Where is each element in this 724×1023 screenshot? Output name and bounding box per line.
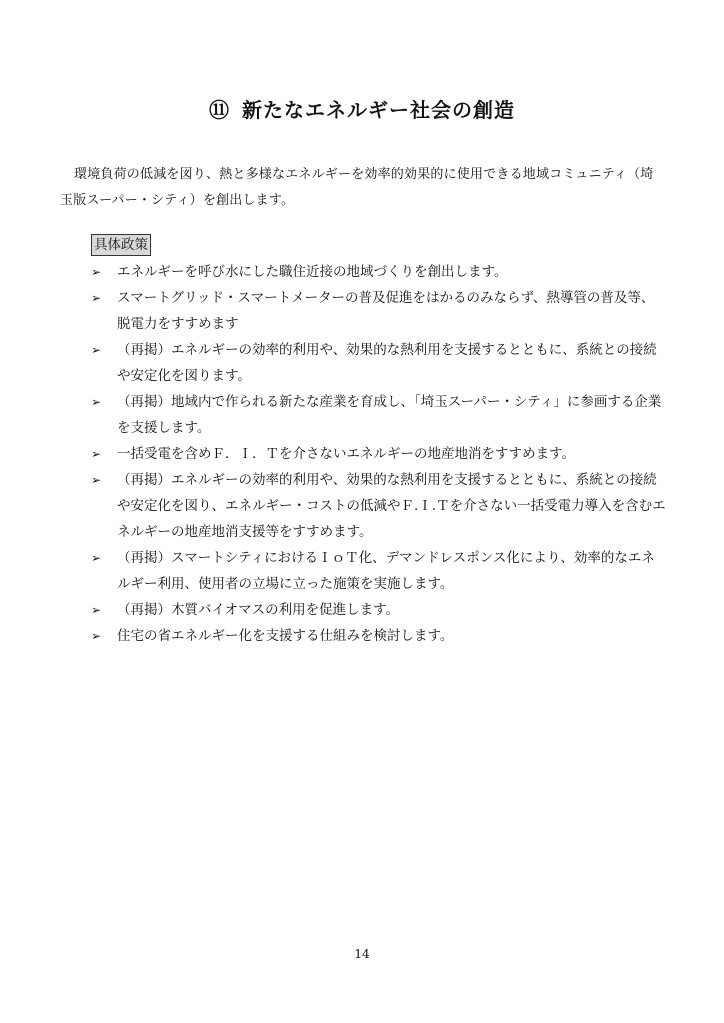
list-item-text: （再掲）地域内で作られる新たな産業を育成し、「埼玉スーパー・シティ」に参画する企業を支援します。: [117, 394, 662, 436]
list-item: [91, 597, 666, 623]
list-item: [91, 337, 666, 389]
list-item: [91, 285, 666, 337]
list-item: [91, 623, 666, 649]
list-item-text: 住宅の省エネルギー化を支援する仕組みを検討します。: [117, 628, 454, 644]
section-number: ⑪: [209, 98, 230, 122]
arrowhead-bullet-icon: ➢: [91, 343, 102, 357]
list-item: [91, 467, 666, 545]
policy-heading: 具体政策: [91, 234, 151, 256]
arrowhead-bullet-icon: ➢: [91, 551, 102, 565]
list-item-text: スマートグリッド・スマートメーターの普及促進をはかるのみならず、熱導管の普及等、脱電力をすすめます: [117, 290, 655, 332]
intro-paragraph: 環境負荷の低減を図り、熱と多様なエネルギーを効率的効果的に使用できる地域コミュニティ（埼玉版スーパー・シティ）を創出します。: [60, 167, 654, 208]
list-item: [91, 545, 666, 597]
list-item-text: 一括受電を含めＦ．Ｉ．Ｔを介さないエネルギーの地産地消をすすめます。: [117, 446, 576, 462]
arrowhead-bullet-icon: ➢: [91, 629, 102, 643]
list-item: [91, 259, 666, 285]
section-title: [0, 96, 724, 124]
arrowhead-bullet-icon: ➢: [91, 395, 102, 409]
list-item: [91, 389, 666, 441]
list-item-text: （再掲）木質バイオマスの利用を促進します。: [117, 602, 400, 618]
list-item: [91, 441, 666, 467]
page-number: 14: [354, 947, 370, 961]
arrowhead-bullet-icon: ➢: [91, 603, 102, 617]
list-item-text: エネルギーを呼び水にした職住近接の地域づくりを創出します。: [117, 264, 508, 280]
arrowhead-bullet-icon: ➢: [91, 265, 102, 279]
list-item-text: （再掲）スマートシティにおけるＩｏＴ化、デマンドレスポンス化により、効率的なエネルギー利用、使用者の立場に立った施策を実施します。: [117, 550, 655, 592]
arrowhead-bullet-icon: ➢: [91, 291, 102, 305]
list-item-text: （再掲）エネルギーの効率的利用や、効果的な熱利用を支援するとともに、系統との接続や安定化を図ります。: [117, 342, 657, 384]
policy-list: [91, 259, 666, 649]
section-title-text: 新たなエネルギー社会の創造: [242, 98, 515, 122]
list-item-text: （再掲）エネルギーの効率的利用や、効果的な熱利用を支援するとともに、系統との接続や安定化を図り、エネルギー・コストの低減やＦ.Ｉ.Ｔを介さない一括受電力導入を含むエネルギーの地産地消支援等をすすめます。: [117, 472, 666, 540]
arrowhead-bullet-icon: ➢: [91, 473, 102, 487]
arrowhead-bullet-icon: ➢: [91, 447, 102, 461]
